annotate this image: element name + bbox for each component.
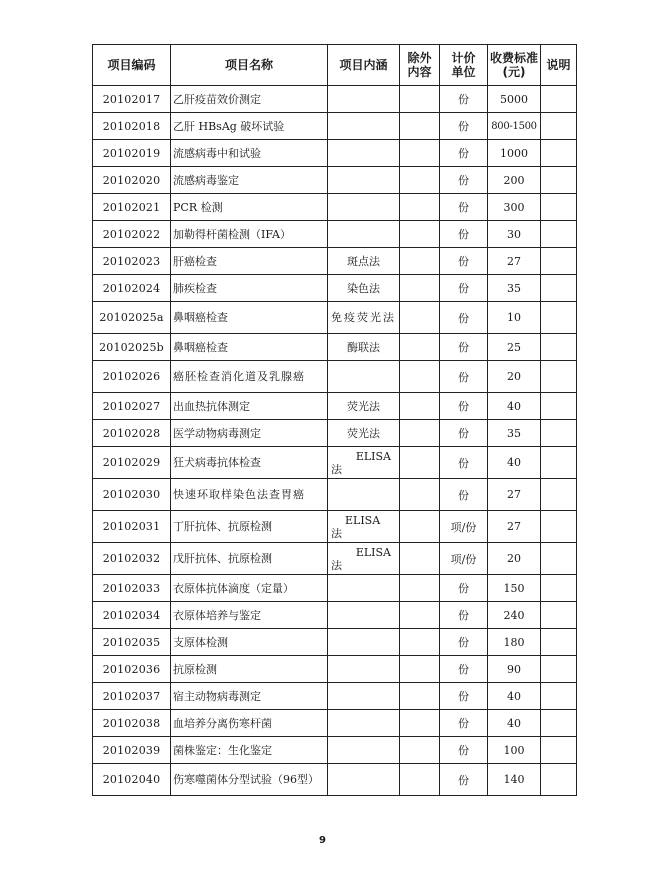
row-code: 20102023 bbox=[93, 248, 171, 275]
row-fee: 40 bbox=[488, 447, 541, 479]
row-name: 出血热抗体测定 bbox=[171, 393, 328, 420]
row-fee: 20 bbox=[488, 361, 541, 393]
row-fee: 40 bbox=[488, 393, 541, 420]
row-code: 20102018 bbox=[93, 113, 171, 140]
row-note bbox=[541, 764, 577, 796]
row-code: 20102019 bbox=[93, 140, 171, 167]
row-fee: 140 bbox=[488, 764, 541, 796]
table-row bbox=[93, 511, 577, 543]
row-except bbox=[400, 221, 440, 248]
row-except bbox=[400, 602, 440, 629]
row-unit: 份 bbox=[440, 602, 488, 629]
row-fee: 10 bbox=[488, 302, 541, 334]
header-unit-line2: 单位 bbox=[451, 65, 476, 79]
row-note bbox=[541, 447, 577, 479]
header-unit bbox=[440, 45, 488, 86]
table-row bbox=[93, 393, 577, 420]
row-code: 20102024 bbox=[93, 275, 171, 302]
row-code: 20102032 bbox=[93, 543, 171, 575]
row-fee: 35 bbox=[488, 420, 541, 447]
row-name: 快速环取样染色法查胃癌 bbox=[171, 479, 328, 511]
row-note bbox=[541, 393, 577, 420]
row-name: 医学动物病毒测定 bbox=[171, 420, 328, 447]
row-content bbox=[328, 764, 400, 796]
row-content-method: ELISA bbox=[355, 545, 391, 559]
row-code: 20102034 bbox=[93, 602, 171, 629]
row-except bbox=[400, 683, 440, 710]
row-content bbox=[328, 140, 400, 167]
row-except bbox=[400, 629, 440, 656]
row-note bbox=[541, 221, 577, 248]
row-code: 20102026 bbox=[93, 361, 171, 393]
row-code: 20102031 bbox=[93, 511, 171, 543]
row-name: 宿主动物病毒测定 bbox=[171, 683, 328, 710]
row-name: PCR 检测 bbox=[171, 194, 328, 221]
row-except bbox=[400, 86, 440, 113]
row-name: 肺疾检查 bbox=[171, 275, 328, 302]
fee-schedule-table bbox=[92, 44, 577, 796]
header-fee-line2: (元) bbox=[502, 65, 526, 79]
row-note bbox=[541, 302, 577, 334]
row-unit: 份 bbox=[440, 113, 488, 140]
row-code: 20102033 bbox=[93, 575, 171, 602]
table-row bbox=[93, 113, 577, 140]
row-unit: 份 bbox=[440, 275, 488, 302]
table-row bbox=[93, 737, 577, 764]
table-row bbox=[93, 629, 577, 656]
table-row bbox=[93, 602, 577, 629]
row-except bbox=[400, 275, 440, 302]
row-note bbox=[541, 361, 577, 393]
row-except bbox=[400, 167, 440, 194]
row-content-suffix: 法 bbox=[331, 526, 342, 540]
row-content bbox=[328, 710, 400, 737]
row-note bbox=[541, 511, 577, 543]
row-name: 戊肝抗体、抗原检测 bbox=[171, 543, 328, 575]
row-fee: 200 bbox=[488, 167, 541, 194]
row-unit: 项/份 bbox=[440, 543, 488, 575]
row-note bbox=[541, 140, 577, 167]
row-note bbox=[541, 479, 577, 511]
row-content: 荧光法 bbox=[328, 420, 400, 447]
row-name: 乙肝 HBsAg 破坏试验 bbox=[171, 113, 328, 140]
row-fee: 180 bbox=[488, 629, 541, 656]
row-note bbox=[541, 275, 577, 302]
row-name: 血培养分离伤寒杆菌 bbox=[171, 710, 328, 737]
row-name: 抗原检测 bbox=[171, 656, 328, 683]
header-fee-line1: 收费标准 bbox=[490, 51, 539, 65]
table-row bbox=[93, 194, 577, 221]
row-unit: 份 bbox=[440, 302, 488, 334]
header-unit-line1: 计价 bbox=[451, 51, 476, 65]
row-except bbox=[400, 393, 440, 420]
table-row bbox=[93, 575, 577, 602]
row-content bbox=[328, 479, 400, 511]
row-unit: 份 bbox=[440, 86, 488, 113]
row-code: 20102039 bbox=[93, 737, 171, 764]
row-code: 20102036 bbox=[93, 656, 171, 683]
row-code: 20102037 bbox=[93, 683, 171, 710]
row-fee: 40 bbox=[488, 710, 541, 737]
row-fee: 27 bbox=[488, 479, 541, 511]
table-row bbox=[93, 221, 577, 248]
table-row bbox=[93, 302, 577, 334]
row-unit: 份 bbox=[440, 656, 488, 683]
row-code: 20102025a bbox=[93, 302, 171, 334]
row-unit: 份 bbox=[440, 167, 488, 194]
row-content bbox=[328, 543, 400, 575]
row-content: 斑点法 bbox=[328, 248, 400, 275]
row-code: 20102029 bbox=[93, 447, 171, 479]
row-content bbox=[328, 511, 400, 543]
row-except bbox=[400, 420, 440, 447]
row-content-method: ELISA bbox=[345, 513, 381, 527]
row-code: 20102020 bbox=[93, 167, 171, 194]
row-content bbox=[328, 221, 400, 248]
table-row bbox=[93, 656, 577, 683]
row-content bbox=[328, 113, 400, 140]
row-unit: 份 bbox=[440, 447, 488, 479]
row-fee: 27 bbox=[488, 511, 541, 543]
table-row bbox=[93, 543, 577, 575]
row-except bbox=[400, 656, 440, 683]
row-name: 鼻咽癌检查 bbox=[171, 302, 328, 334]
row-except bbox=[400, 511, 440, 543]
row-name: 狂犬病毒抗体检查 bbox=[171, 447, 328, 479]
row-unit: 份 bbox=[440, 764, 488, 796]
header-fee bbox=[488, 45, 541, 86]
row-name: 肝癌检查 bbox=[171, 248, 328, 275]
row-content: 荧光法 bbox=[328, 393, 400, 420]
row-except bbox=[400, 479, 440, 511]
row-unit: 份 bbox=[440, 140, 488, 167]
table-row bbox=[93, 479, 577, 511]
row-content bbox=[328, 86, 400, 113]
row-name: 癌胚检查消化道及乳腺癌 bbox=[171, 361, 328, 393]
row-note bbox=[541, 683, 577, 710]
table-row bbox=[93, 140, 577, 167]
row-except bbox=[400, 543, 440, 575]
table-header-row bbox=[93, 45, 577, 86]
table-row bbox=[93, 764, 577, 796]
row-name: 乙肝疫苗效价测定 bbox=[171, 86, 328, 113]
row-content-suffix: 法 bbox=[331, 558, 342, 572]
row-unit: 份 bbox=[440, 361, 488, 393]
row-name: 衣原体抗体滴度（定量） bbox=[171, 575, 328, 602]
row-except bbox=[400, 248, 440, 275]
row-content: 免疫荧光法 bbox=[328, 302, 400, 334]
row-name: 衣原体培养与鉴定 bbox=[171, 602, 328, 629]
row-except bbox=[400, 575, 440, 602]
row-fee: 40 bbox=[488, 683, 541, 710]
row-content bbox=[328, 361, 400, 393]
row-note bbox=[541, 334, 577, 361]
row-note bbox=[541, 167, 577, 194]
row-except bbox=[400, 361, 440, 393]
row-fee: 240 bbox=[488, 602, 541, 629]
row-name: 流感病毒鉴定 bbox=[171, 167, 328, 194]
row-name: 流感病毒中和试验 bbox=[171, 140, 328, 167]
row-code: 20102038 bbox=[93, 710, 171, 737]
row-fee: 800-1500 bbox=[488, 113, 541, 140]
row-unit: 份 bbox=[440, 629, 488, 656]
row-unit: 份 bbox=[440, 420, 488, 447]
row-content bbox=[328, 447, 400, 479]
row-name: 丁肝抗体、抗原检测 bbox=[171, 511, 328, 543]
row-name: 鼻咽癌检查 bbox=[171, 334, 328, 361]
row-fee: 20 bbox=[488, 543, 541, 575]
row-unit: 份 bbox=[440, 221, 488, 248]
row-unit: 份 bbox=[440, 194, 488, 221]
row-except bbox=[400, 710, 440, 737]
row-code: 20102021 bbox=[93, 194, 171, 221]
table-row bbox=[93, 334, 577, 361]
row-note bbox=[541, 113, 577, 140]
row-code: 20102028 bbox=[93, 420, 171, 447]
row-unit: 份 bbox=[440, 737, 488, 764]
row-code: 20102035 bbox=[93, 629, 171, 656]
row-fee: 5000 bbox=[488, 86, 541, 113]
row-note bbox=[541, 86, 577, 113]
row-except bbox=[400, 764, 440, 796]
row-fee: 100 bbox=[488, 737, 541, 764]
row-unit: 份 bbox=[440, 248, 488, 275]
row-code: 20102022 bbox=[93, 221, 171, 248]
row-note bbox=[541, 656, 577, 683]
row-note bbox=[541, 194, 577, 221]
header-name: 项目名称 bbox=[171, 45, 328, 86]
row-content bbox=[328, 683, 400, 710]
row-note bbox=[541, 575, 577, 602]
row-content-method: ELISA bbox=[355, 449, 391, 463]
table-row bbox=[93, 420, 577, 447]
table-row bbox=[93, 86, 577, 113]
row-note bbox=[541, 543, 577, 575]
table-row bbox=[93, 167, 577, 194]
row-unit: 项/份 bbox=[440, 511, 488, 543]
row-note bbox=[541, 248, 577, 275]
table-row bbox=[93, 361, 577, 393]
header-note: 说明 bbox=[541, 45, 577, 86]
header-code: 项目编码 bbox=[93, 45, 171, 86]
row-note bbox=[541, 602, 577, 629]
row-name: 伤寒噬菌体分型试验（96型） bbox=[171, 764, 328, 796]
row-unit: 份 bbox=[440, 334, 488, 361]
row-except bbox=[400, 194, 440, 221]
row-fee: 35 bbox=[488, 275, 541, 302]
table-row bbox=[93, 683, 577, 710]
row-name: 支原体检测 bbox=[171, 629, 328, 656]
row-fee: 1000 bbox=[488, 140, 541, 167]
row-content: 酶联法 bbox=[328, 334, 400, 361]
row-content bbox=[328, 167, 400, 194]
row-note bbox=[541, 420, 577, 447]
row-fee: 25 bbox=[488, 334, 541, 361]
row-fee: 30 bbox=[488, 221, 541, 248]
row-except bbox=[400, 334, 440, 361]
row-content: 染色法 bbox=[328, 275, 400, 302]
row-fee: 300 bbox=[488, 194, 541, 221]
row-except bbox=[400, 140, 440, 167]
row-fee: 90 bbox=[488, 656, 541, 683]
row-fee: 27 bbox=[488, 248, 541, 275]
row-unit: 份 bbox=[440, 393, 488, 420]
row-except bbox=[400, 447, 440, 479]
row-except bbox=[400, 737, 440, 764]
row-note bbox=[541, 629, 577, 656]
row-code: 20102030 bbox=[93, 479, 171, 511]
row-content bbox=[328, 602, 400, 629]
header-except-line2: 内容 bbox=[407, 65, 432, 79]
header-except bbox=[400, 45, 440, 86]
row-except bbox=[400, 302, 440, 334]
page-number: 9 bbox=[319, 835, 326, 846]
row-content bbox=[328, 656, 400, 683]
row-fee: 150 bbox=[488, 575, 541, 602]
row-code: 20102025b bbox=[93, 334, 171, 361]
row-unit: 份 bbox=[440, 479, 488, 511]
row-code: 20102040 bbox=[93, 764, 171, 796]
row-unit: 份 bbox=[440, 683, 488, 710]
row-content bbox=[328, 737, 400, 764]
table-row bbox=[93, 275, 577, 302]
row-unit: 份 bbox=[440, 575, 488, 602]
table-row bbox=[93, 447, 577, 479]
row-content bbox=[328, 194, 400, 221]
header-except-line1: 除外 bbox=[407, 51, 432, 65]
row-content bbox=[328, 575, 400, 602]
table-row bbox=[93, 710, 577, 737]
row-content bbox=[328, 629, 400, 656]
row-note bbox=[541, 710, 577, 737]
header-content: 项目内涵 bbox=[328, 45, 400, 86]
table-row bbox=[93, 248, 577, 275]
row-code: 20102027 bbox=[93, 393, 171, 420]
row-code: 20102017 bbox=[93, 86, 171, 113]
row-unit: 份 bbox=[440, 710, 488, 737]
row-name: 加勒得杆菌检测（IFA） bbox=[171, 221, 328, 248]
row-note bbox=[541, 737, 577, 764]
row-name: 菌株鉴定：生化鉴定 bbox=[171, 737, 328, 764]
row-content-suffix: 法 bbox=[331, 462, 342, 476]
row-except bbox=[400, 113, 440, 140]
